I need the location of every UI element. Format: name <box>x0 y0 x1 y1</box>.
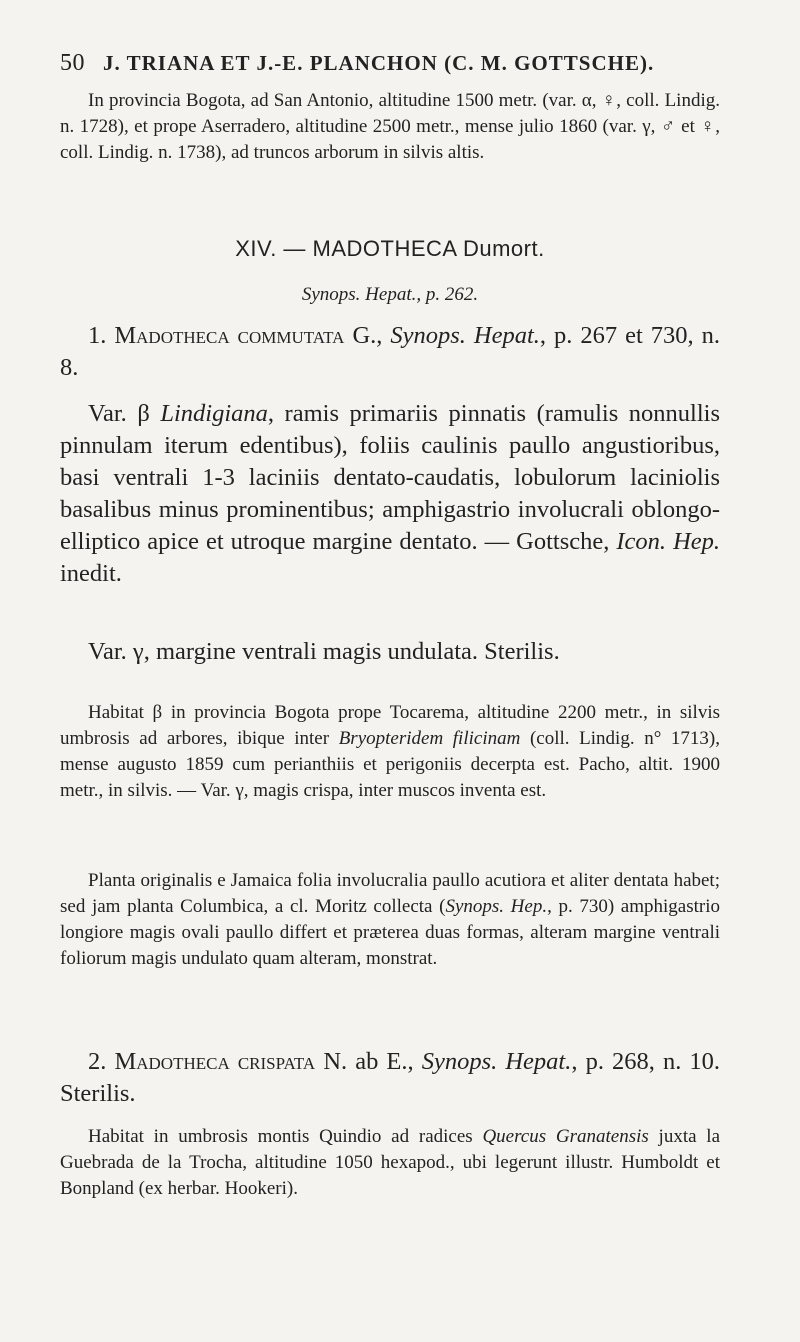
planta-paragraph <box>60 868 720 972</box>
section-heading <box>60 236 720 262</box>
habitat2-block <box>60 1124 720 1202</box>
var-beta-lead: Var. β <box>88 400 150 427</box>
intro-block <box>60 88 720 166</box>
habitat1-italic: Bryopteridem filicinam <box>338 728 521 749</box>
species2-author: N. ab E., <box>323 1048 414 1075</box>
species1-heading <box>60 320 720 384</box>
page-header <box>60 50 720 77</box>
species2-number: 2. <box>88 1048 107 1075</box>
species2-ref-tail: , p. 268, n. 10. Sterilis. <box>60 1048 721 1107</box>
var-gamma: Var. γ, margine ventrali magis undulata. Sterilis. <box>88 638 560 665</box>
species1-ref-tail: , p. 267 et 730, n. 8. <box>60 322 720 381</box>
habitat2-paragraph <box>60 1124 720 1202</box>
species1-number: 1. <box>88 322 107 349</box>
habitat2-text-a: Habitat in umbrosis montis Quindio ad radices <box>88 1126 473 1147</box>
planta-text-b: , p. 730) amphigastrio longiore magis ovali paullo differt et præterea duas formas, alteram margine ventrali foliorum magis undulato quam alteram, monstrat. <box>60 896 721 969</box>
species2-name: Madotheca crispata <box>114 1048 316 1075</box>
page-number: 50 <box>60 50 85 76</box>
habitat2-text-b: juxta la Guebrada de la Trocha, altitudine 1050 hexapod., ubi legerunt illustr. Humboldt et Bonpland (ex herbar. Hookeri). <box>60 1126 721 1199</box>
var-beta-name: Lindigiana <box>160 400 268 427</box>
species2-heading <box>60 1046 720 1110</box>
running-title: J. TRIANA ET J.-E. PLANCHON (C. M. GOTTSCHE). <box>103 51 655 75</box>
var-beta-text: , ramis primariis pinnatis (ramulis nonnullis pinnulam iterum edentibus), foliis caulinis paullo angustioribus, basi ventrali 1-3 laciniis dentato-caudatis, lobulorum laciniolis basalibus minus prominentibus; amphigastrio involucrali oblongo-elliptico apice et utroque margine dentato. — Gottsche, <box>60 400 721 555</box>
var-beta-block <box>60 398 720 590</box>
section-title: XIV. — MADOTHECA Dumort. <box>235 236 545 261</box>
species2-block <box>60 1046 720 1110</box>
species1-block <box>60 320 720 384</box>
var-beta-icon-ref: Icon. Hep. <box>616 528 721 555</box>
species2-ref: Synops. Hepat. <box>421 1048 572 1075</box>
species1-author: G., <box>352 322 383 349</box>
planta-italic: Synops. Hep. <box>445 896 548 917</box>
section-reference-block <box>60 282 720 308</box>
var-gamma-block <box>60 636 720 668</box>
intro-paragraph: In provincia Bogota, ad San Antonio, altitudine 1500 metr. (var. α, ♀, coll. Lindig. n. 1728), et prope Aserradero, altitudine 2500 metr., mense julio 1860 (var. γ, ♂ et ♀, coll. Lindig. n. 1738), ad truncos arborum in silvis altis. <box>60 90 720 163</box>
habitat1-text-a: Habitat β in provincia Bogota prope Tocarema, altitudine 2200 metr., in silvis umbrosis ad arbores, ibique inter <box>60 702 720 749</box>
habitat2-italic: Quercus Granatensis <box>482 1126 649 1147</box>
habitat1-text-b: (coll. Lindig. n° 1713), mense augusto 1859 cum perianthiis et perigoniis decerpta est. Pacho, altit. 1900 metr., in silvis. — Var. γ, magis crispa, inter muscos inventa est. <box>60 728 720 801</box>
planta-text-a: Planta originalis e Jamaica folia involucralia paullo acutiora et aliter dentata habet; sed jam planta Columbica, a cl. Moritz collecta ( <box>60 870 720 917</box>
var-beta-paragraph <box>60 398 720 590</box>
var-beta-tail: inedit. <box>60 560 122 587</box>
planta-block <box>60 868 720 972</box>
species1-name: Madotheca commutata <box>114 322 345 349</box>
habitat1-paragraph <box>60 700 720 804</box>
section-reference: Synops. Hepat., p. 262. <box>301 284 479 305</box>
habitat1-block <box>60 700 720 804</box>
species1-ref: Synops. Hepat. <box>390 322 540 349</box>
